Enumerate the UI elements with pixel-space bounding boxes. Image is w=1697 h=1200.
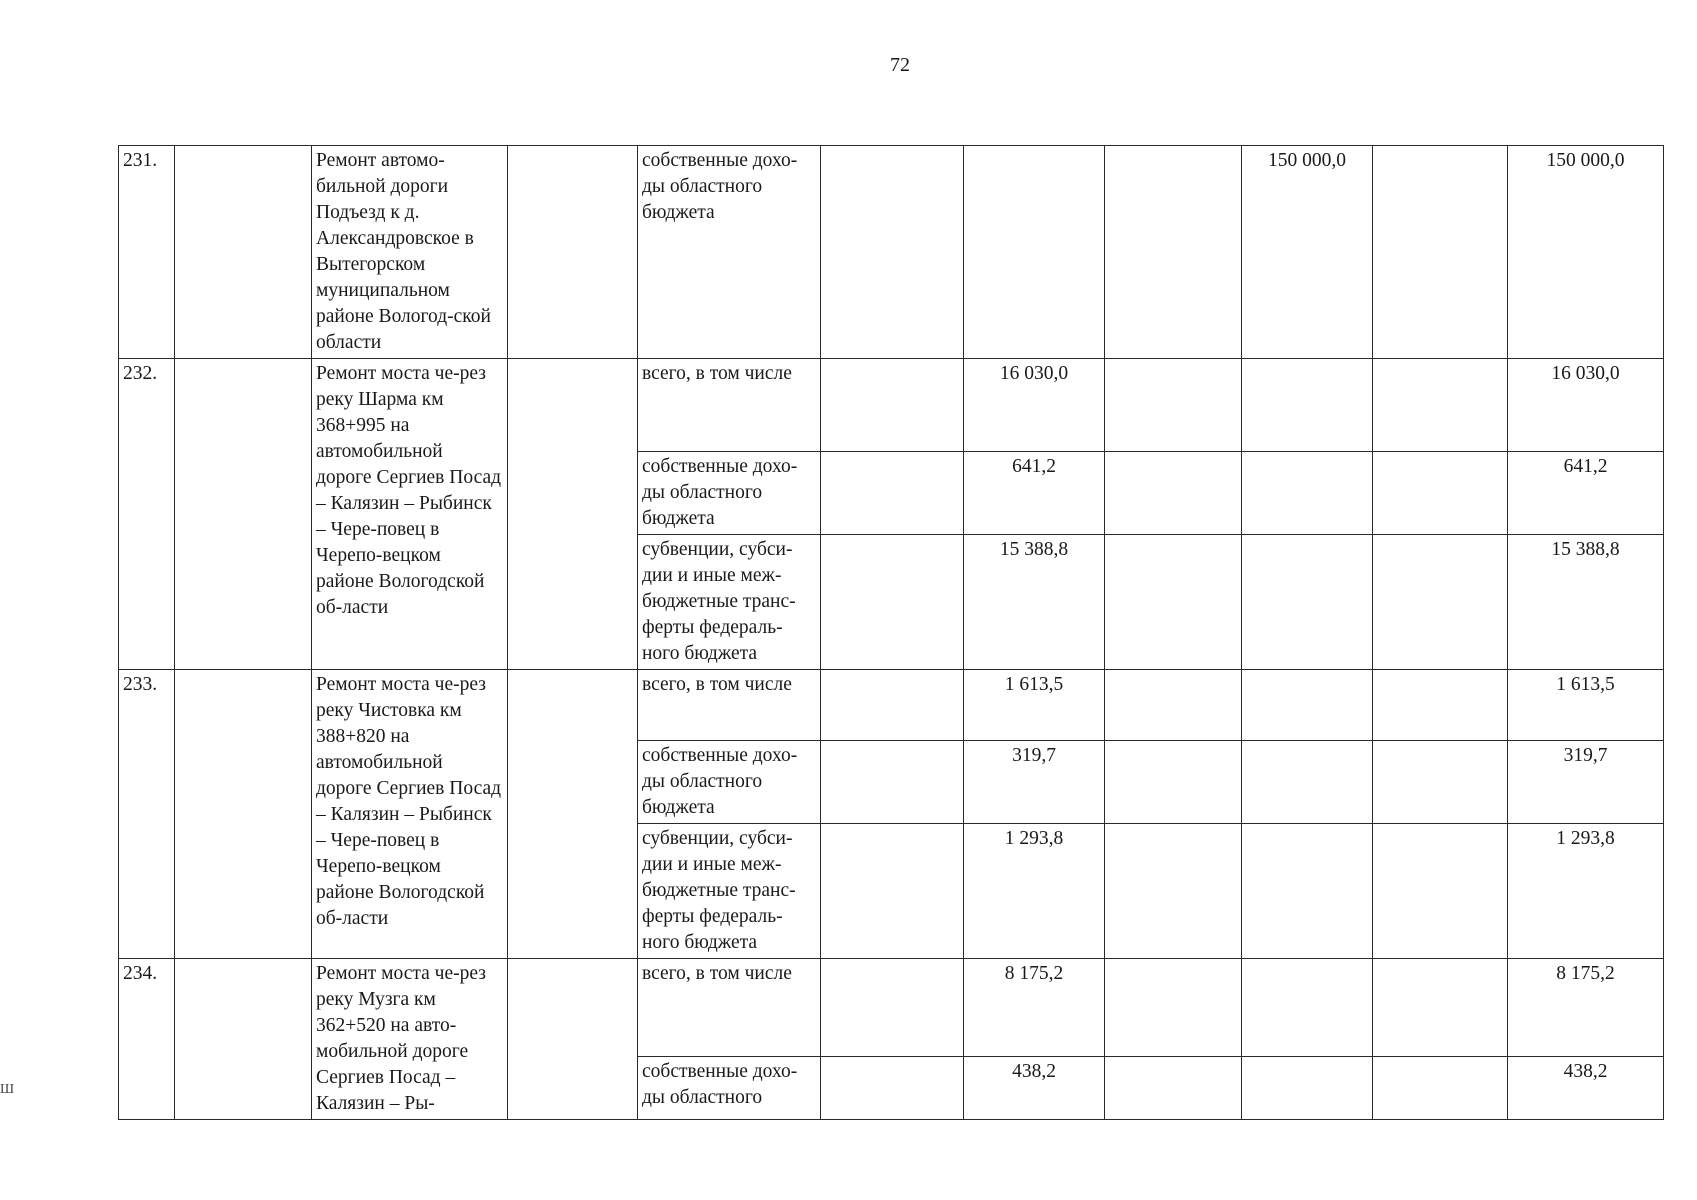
total-cell: 16 030,0	[1508, 359, 1664, 452]
funding-source: субвенции, субси-дии и иные меж-бюджетные транс-ферты федераль-ного бюджета	[638, 824, 821, 959]
table-row	[119, 146, 1664, 359]
total-cell: 438,2	[1508, 1057, 1664, 1120]
empty-cell	[1373, 1057, 1508, 1120]
empty-cell	[1373, 359, 1508, 452]
empty-cell	[1105, 452, 1242, 535]
amount-cell	[1242, 670, 1373, 741]
empty-cell	[175, 359, 312, 670]
row-number: 233.	[119, 670, 175, 959]
empty-cell	[1373, 670, 1508, 741]
funding-source: собственные дохо-ды областного бюджета	[638, 146, 821, 359]
table-row	[119, 959, 1664, 1057]
amount-cell: 16 030,0	[964, 359, 1105, 452]
total-cell: 319,7	[1508, 741, 1664, 824]
amount-cell	[1242, 452, 1373, 535]
object-name: Ремонт моста че-рез реку Шарма км 368+995 на автомобильной дороге Сергиев Посад – Калязин – Рыбинск – Чере-повец в Черепо-вецком районе Вологодской об-ласти	[312, 359, 508, 670]
empty-cell	[508, 959, 638, 1120]
empty-cell	[1373, 146, 1508, 359]
funding-source: собственные дохо-ды областного бюджета	[638, 741, 821, 824]
object-name: Ремонт автомо-бильной дороги Подъезд к д. Александровское в Вытегорском муниципальном районе Вологод-ской области	[312, 146, 508, 359]
empty-cell	[821, 959, 964, 1057]
amount-cell	[1242, 741, 1373, 824]
amount-cell: 438,2	[964, 1057, 1105, 1120]
empty-cell	[175, 959, 312, 1120]
object-name: Ремонт моста че-рез реку Чистовка км 388+820 на автомобильной дороге Сергиев Посад – Калязин – Рыбинск – Чере-повец в Черепо-вецком районе Вологодской об-ласти	[312, 670, 508, 959]
funding-source: всего, в том числе	[638, 670, 821, 741]
empty-cell	[821, 1057, 964, 1120]
funding-source: субвенции, субси-дии и иные меж-бюджетные транс-ферты федераль-ного бюджета	[638, 535, 821, 670]
amount-cell: 1 293,8	[964, 824, 1105, 959]
empty-cell	[508, 359, 638, 670]
total-cell: 641,2	[1508, 452, 1664, 535]
amount-cell	[1242, 1057, 1373, 1120]
funding-source: всего, в том числе	[638, 959, 821, 1057]
amount-cell	[1242, 959, 1373, 1057]
amount-cell: 1 613,5	[964, 670, 1105, 741]
empty-cell	[1373, 535, 1508, 670]
page-number: 72	[890, 54, 910, 76]
empty-cell	[1105, 670, 1242, 741]
empty-cell	[175, 146, 312, 359]
empty-cell	[821, 741, 964, 824]
empty-cell	[508, 670, 638, 959]
total-cell: 1 613,5	[1508, 670, 1664, 741]
amount-cell	[1242, 535, 1373, 670]
budget-table	[118, 145, 1664, 1120]
empty-cell	[821, 452, 964, 535]
empty-cell	[821, 535, 964, 670]
amount-cell: 15 388,8	[964, 535, 1105, 670]
empty-cell	[1105, 741, 1242, 824]
funding-source: собственные дохо-ды областного бюджета	[638, 452, 821, 535]
empty-cell	[1105, 824, 1242, 959]
empty-cell	[508, 146, 638, 359]
total-cell: 150 000,0	[1508, 146, 1664, 359]
row-number: 232.	[119, 359, 175, 670]
amount-cell	[1242, 824, 1373, 959]
empty-cell	[1105, 1057, 1242, 1120]
empty-cell	[1105, 959, 1242, 1057]
total-cell: 15 388,8	[1508, 535, 1664, 670]
empty-cell	[175, 670, 312, 959]
amount-cell: 319,7	[964, 741, 1105, 824]
table-row	[119, 670, 1664, 741]
table-row	[119, 359, 1664, 452]
funding-source: всего, в том числе	[638, 359, 821, 452]
empty-cell	[1105, 146, 1242, 359]
margin-mark: Ш	[0, 1082, 15, 1097]
total-cell: 8 175,2	[1508, 959, 1664, 1057]
total-cell: 1 293,8	[1508, 824, 1664, 959]
empty-cell	[821, 670, 964, 741]
empty-cell	[1105, 359, 1242, 452]
amount-cell: 641,2	[964, 452, 1105, 535]
empty-cell	[1373, 824, 1508, 959]
row-number: 234.	[119, 959, 175, 1120]
empty-cell	[821, 359, 964, 452]
empty-cell	[1373, 959, 1508, 1057]
empty-cell	[1373, 452, 1508, 535]
empty-cell	[1105, 535, 1242, 670]
row-number: 231.	[119, 146, 175, 359]
object-name: Ремонт моста че-рез реку Музга км 362+520 на авто-мобильной дороге Сергиев Посад – Калязин – Ры-	[312, 959, 508, 1120]
empty-cell	[821, 824, 964, 959]
amount-cell	[1242, 359, 1373, 452]
amount-cell	[964, 146, 1105, 359]
empty-cell	[821, 146, 964, 359]
amount-cell: 150 000,0	[1242, 146, 1373, 359]
empty-cell	[1373, 741, 1508, 824]
amount-cell: 8 175,2	[964, 959, 1105, 1057]
funding-source: собственные дохо-ды областного	[638, 1057, 821, 1120]
